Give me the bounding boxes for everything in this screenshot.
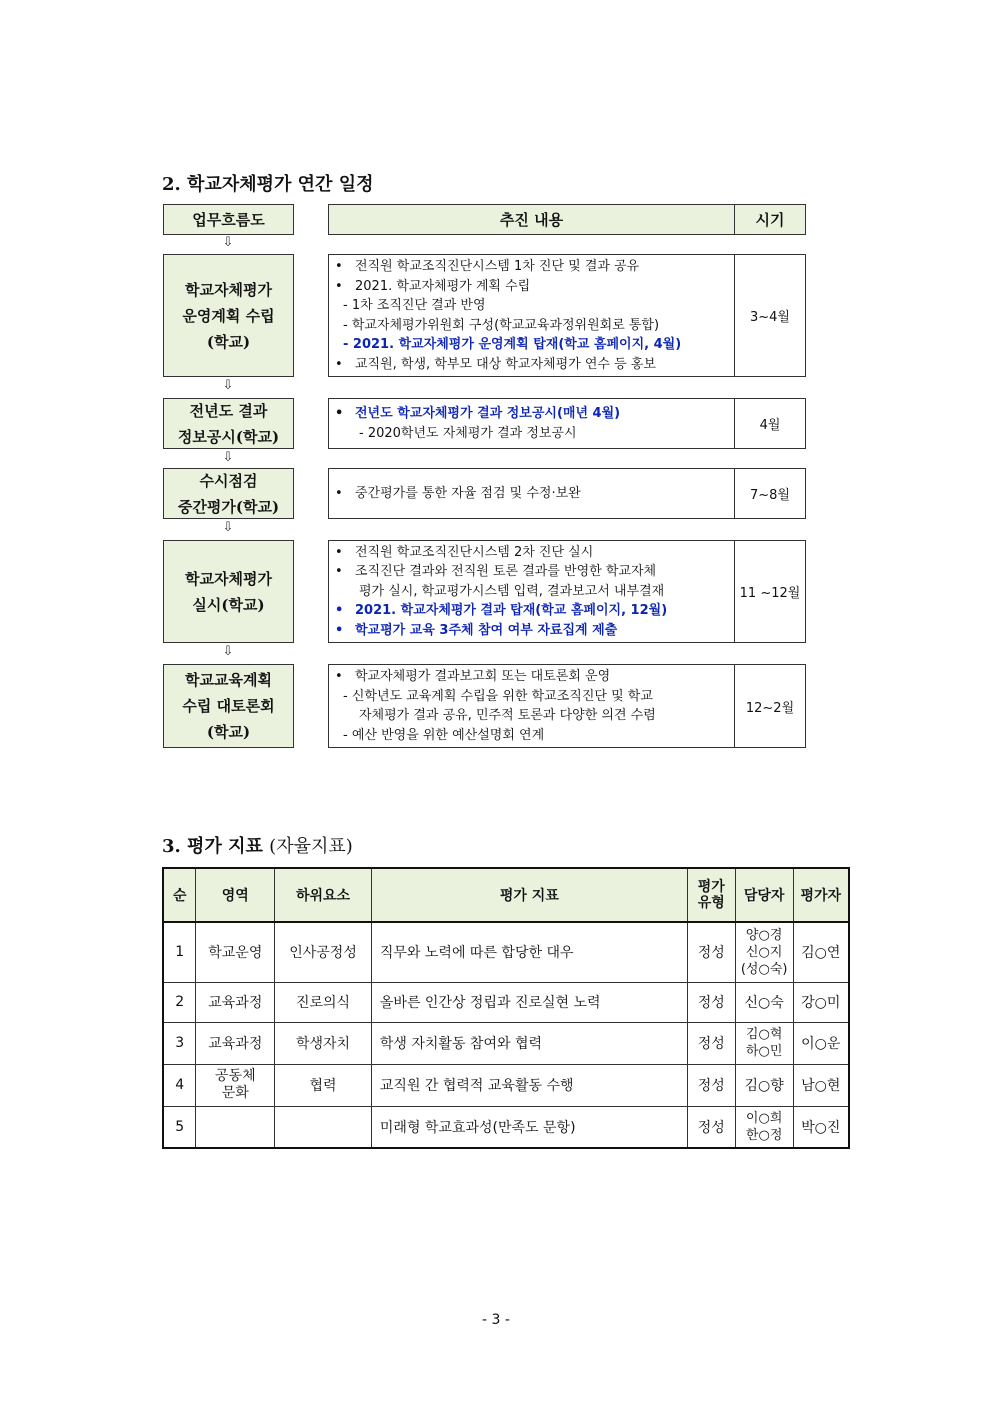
type-header-line: 유형: [697, 895, 725, 911]
cell-evaluator: 이○운: [793, 1022, 849, 1064]
step-label-line: 운영계획 수립: [182, 306, 275, 325]
content-cell: [329, 255, 735, 376]
cell-sub: 인사공정성: [275, 922, 372, 982]
cell-manager: [735, 1106, 793, 1148]
content-cell: [329, 469, 735, 518]
cell-indicator: 올바른 인간상 정립과 진로실현 노력: [371, 982, 687, 1022]
content-line: 평가 실시, 학교평가시스템 입력, 결과보고서 내부결재: [359, 583, 665, 599]
content-row-disclosure: [328, 398, 806, 449]
flow-step-plan: [163, 254, 294, 377]
content-line: • 전직원 학교조직진단시스템 1차 진단 및 결과 공유: [335, 259, 640, 274]
step-label-line: 전년도 결과: [189, 401, 268, 420]
flow-step-disclosure: [163, 398, 294, 449]
cell-evaluator: 박○진: [793, 1106, 849, 1148]
period-header-text: 시기: [755, 211, 785, 229]
cell-area: [196, 1106, 275, 1148]
cell-sub: 학생자치: [275, 1022, 372, 1064]
cell-evaluator: 김○연: [793, 922, 849, 982]
content-header-text: 추진 내용: [499, 211, 564, 229]
manager-name: 하○민: [745, 1044, 783, 1059]
cell-indicator: 직무와 노력에 따른 합당한 대우: [371, 922, 687, 982]
flow-step-forum: [163, 664, 294, 748]
cell-indicator: 미래형 학교효과성(만족도 문항): [371, 1106, 687, 1148]
table-row: [163, 922, 849, 982]
flow-header: [163, 204, 294, 235]
cell-num: 3: [163, 1022, 196, 1064]
content-cell: [329, 541, 735, 642]
period-cell: 11 ~12월: [739, 586, 801, 601]
cell-indicator: 교직원 간 협력적 교육활동 수행: [371, 1064, 687, 1106]
period-cell: 4월: [759, 418, 781, 433]
cell-area: [196, 1064, 275, 1106]
cell-sub: [275, 1106, 372, 1148]
section3-title: [162, 832, 353, 858]
col-header-sub: 하위요소: [275, 868, 372, 922]
flow-header-text: 업무흐름도: [192, 211, 265, 229]
content-line: • 2021. 학교자체평가 계획 수립: [335, 278, 531, 294]
content-row-execution: [328, 540, 806, 643]
flow-arrow: ⇩: [222, 520, 234, 535]
step-label-line: (학교): [206, 332, 251, 351]
content-cell: [329, 665, 735, 747]
content-row-midterm: [328, 468, 806, 519]
cell-type: 정성: [687, 1022, 735, 1064]
cell-type: 정성: [687, 1106, 735, 1148]
indicator-table: [162, 867, 850, 1149]
area-line: 문화: [221, 1085, 249, 1101]
cell-sub: 협력: [275, 1064, 372, 1106]
step-label-line: 중간평가(학교): [177, 497, 280, 516]
col-header-area: 영역: [196, 868, 275, 922]
flow-arrow: ⇩: [222, 235, 234, 250]
cell-manager: 김○향: [735, 1064, 793, 1106]
manager-name: 신○지: [745, 944, 783, 960]
cell-area: 교육과정: [196, 1022, 275, 1064]
cell-manager: 신○숙: [735, 982, 793, 1022]
cell-num: 2: [163, 982, 196, 1022]
cell-num: 4: [163, 1064, 196, 1106]
content-cell: [329, 399, 735, 448]
content-line: - 2021. 학교자체평가 운영계획 탑재(학교 홈페이지, 4월): [343, 337, 682, 352]
flow-step-midterm: [163, 468, 294, 519]
step-label-line: (학교): [206, 723, 251, 741]
content-row-plan: [328, 254, 806, 377]
cell-type: 정성: [687, 1064, 735, 1106]
content-line: 자체평가 결과 공유, 민주적 토론과 다양한 의견 수렴: [359, 708, 656, 723]
step-label-line: 학교교육계획: [185, 671, 272, 689]
content-line: • 2021. 학교자체평가 결과 탑재(학교 홈페이지, 12월): [335, 603, 668, 619]
period-cell: 3~4월: [750, 310, 790, 325]
cell-indicator: 학생 자치활동 참여와 협력: [371, 1022, 687, 1064]
period-header: [735, 205, 805, 234]
flow-step-execution: [163, 540, 294, 643]
cell-evaluator: 강○미: [793, 982, 849, 1022]
table-header-row: [163, 868, 849, 922]
step-label-line: 수시점검: [199, 471, 258, 490]
content-header: [329, 205, 735, 234]
section3-subtitle: (자율지표): [269, 836, 353, 857]
area-line: 공동체: [215, 1068, 256, 1084]
content-line: • 학교자체평가 결과보고회 또는 대토론회 운영: [335, 669, 611, 684]
content-line: • 교직원, 학생, 학부모 대상 학교자체평가 연수 등 홍보: [335, 356, 656, 372]
content-line: • 조직진단 결과와 전직원 토론 결과를 반영한 학교자체: [335, 564, 657, 580]
cell-manager: [735, 1022, 793, 1064]
period-cell: 12~2월: [745, 700, 795, 716]
content-line: - 예산 반영을 위한 예산설명회 연계: [343, 727, 545, 743]
cell-sub: 진로의식: [275, 982, 372, 1022]
manager-name: 김○혁: [745, 1027, 783, 1042]
cell-type: 정성: [687, 922, 735, 982]
section3-title-text: 3. 평가 지표: [162, 836, 263, 857]
content-line: • 학교평가 교육 3주체 참여 여부 자료집계 제출: [335, 622, 618, 638]
flow-arrow: ⇩: [222, 644, 234, 659]
content-line: - 1차 조직진단 결과 반영: [343, 298, 486, 313]
type-header-line: 평가: [697, 879, 725, 895]
step-label-line: 학교자체평가: [185, 280, 272, 299]
content-line: • 중간평가를 통한 자율 점검 및 수정·보완: [335, 485, 581, 501]
manager-name: 한○정: [745, 1127, 783, 1143]
period-cell: 7~8월: [750, 488, 790, 503]
manager-name: 양○경: [745, 927, 783, 943]
col-header-type: [687, 868, 735, 922]
content-line: - 신학년도 교육계획 수립을 위한 학교조직진단 및 학교: [343, 688, 653, 704]
content-line: - 2020학년도 자체평가 결과 정보공시: [359, 425, 577, 441]
flow-arrow: ⇩: [222, 450, 234, 465]
flow-arrow: ⇩: [222, 378, 234, 393]
col-header-manager: 담당자: [735, 868, 793, 922]
cell-type: 정성: [687, 982, 735, 1022]
cell-area: 교육과정: [196, 982, 275, 1022]
step-label-line: 학교자체평가: [185, 569, 272, 588]
content-header-row: [328, 204, 806, 235]
page-number: - 3 -: [482, 1312, 510, 1328]
step-label-line: 정보공시(학교): [177, 427, 280, 446]
step-label-line: 수립 대토론회: [182, 697, 275, 715]
cell-area: 학교운영: [196, 922, 275, 982]
section2-title-text: 2. 학교자체평가 연간 일정: [162, 174, 374, 195]
cell-num: 5: [163, 1106, 196, 1148]
col-header-evaluator: 평가자: [793, 868, 849, 922]
step-label-line: 실시(학교): [192, 595, 265, 614]
section2-title: [162, 170, 373, 196]
table-row: [163, 1064, 849, 1106]
cell-manager: [735, 922, 793, 982]
content-line: - 학교자체평가위원회 구성(학교교육과정위원회로 통합): [343, 317, 660, 333]
content-row-forum: [328, 664, 806, 748]
cell-num: 1: [163, 922, 196, 982]
col-header-num: 순: [163, 868, 196, 922]
manager-name: 이○희: [745, 1110, 783, 1126]
manager-name: (성○숙): [740, 961, 788, 977]
table-row: [163, 1106, 849, 1148]
cell-evaluator: 남○현: [793, 1064, 849, 1106]
table-row: [163, 982, 849, 1022]
content-line: • 전년도 학교자체평가 결과 정보공시(매년 4월): [335, 405, 621, 421]
table-row: [163, 1022, 849, 1064]
col-header-indicator: 평가 지표: [371, 868, 687, 922]
content-line: • 전직원 학교조직진단시스템 2차 진단 실시: [335, 544, 594, 560]
